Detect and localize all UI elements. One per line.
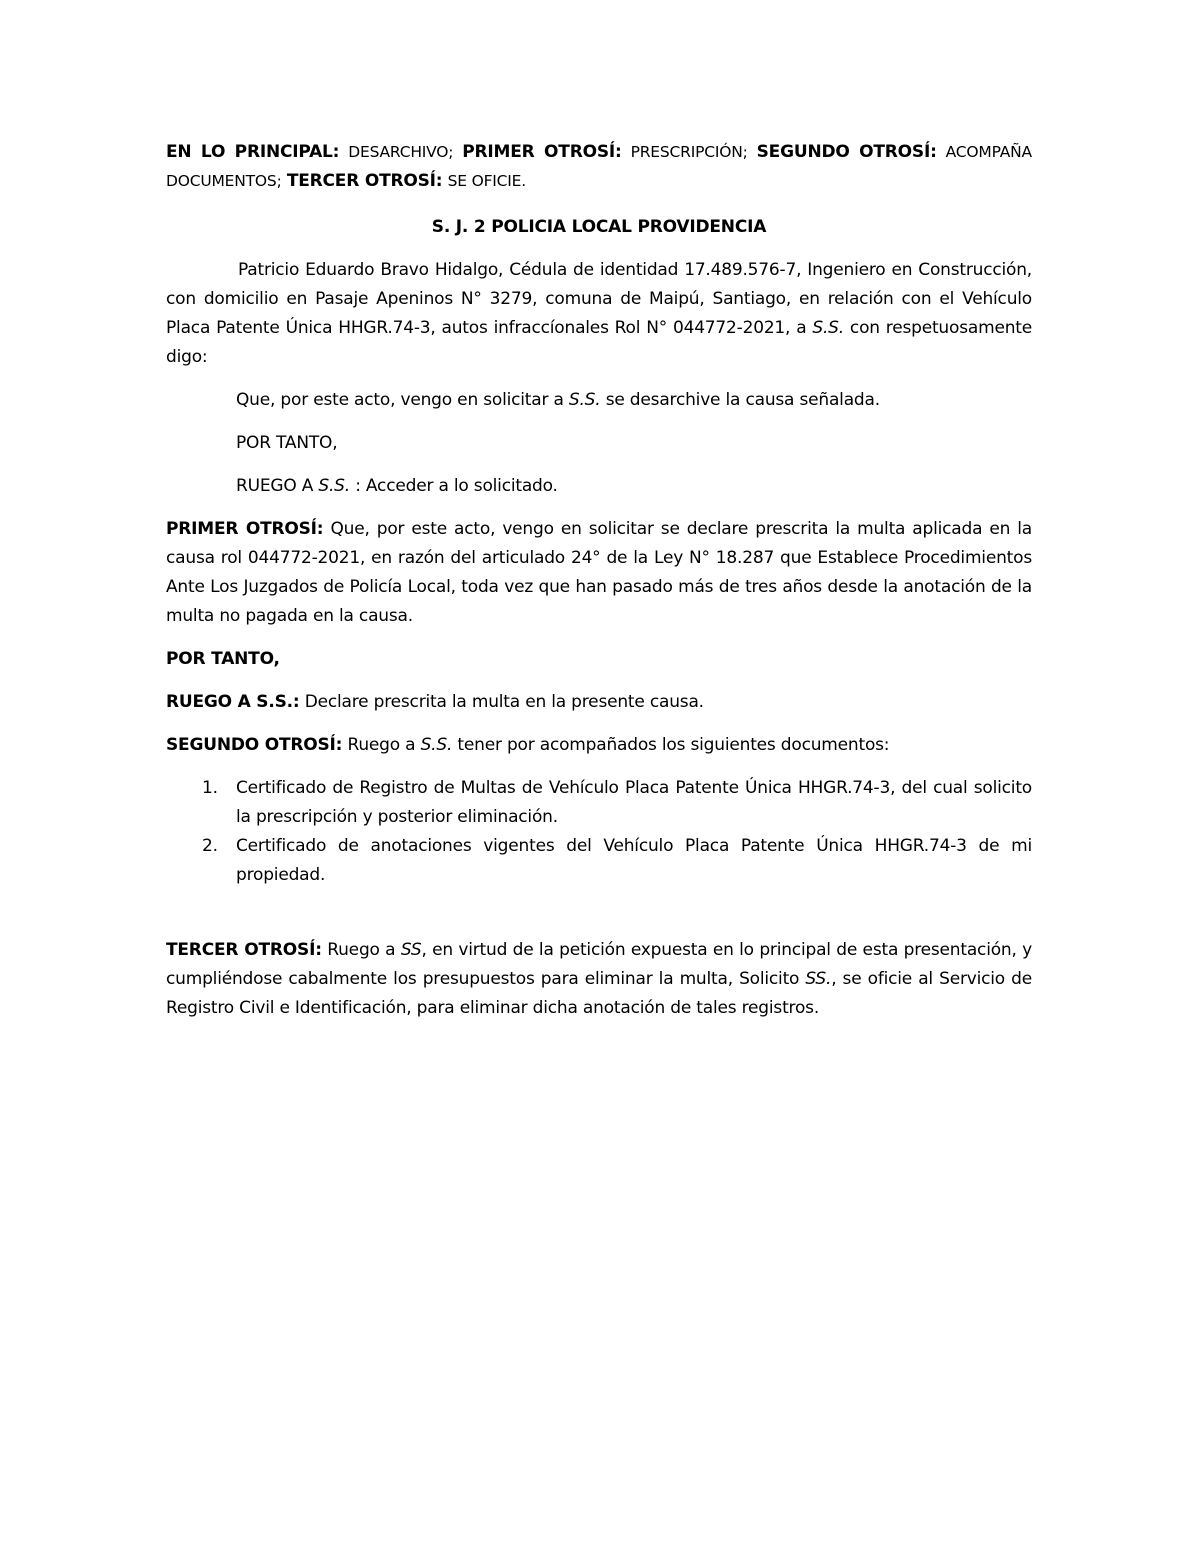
- principal-ruego-ss: S.S.: [318, 476, 350, 496]
- list-item-text: Certificado de Registro de Multas de Vehículo Placa Patente Única HHGR.74-3, del cual solicito la prescripción y posterior eliminación.: [236, 778, 1032, 827]
- segundo-otrosi-ss: S.S.: [420, 735, 453, 755]
- primer-otrosi-ruego: [166, 688, 1032, 717]
- principal-por-tanto: POR TANTO,: [236, 433, 338, 453]
- segundo-otrosi-text-a: Ruego a: [342, 735, 421, 755]
- primer-otrosi-por-tanto: POR TANTO,: [166, 649, 280, 669]
- tercer-otrosi-text-a: Ruego a: [321, 940, 401, 960]
- segundo-otrosi-summary-label: SEGUNDO OTROSÍ:: [756, 142, 937, 162]
- principal-ruego-a: RUEGO A: [236, 476, 319, 496]
- primer-otrosi-ruego-text: Declare prescrita la multa en la presente causa.: [299, 692, 704, 712]
- en-lo-principal-label: EN LO PRINCIPAL:: [166, 142, 340, 162]
- primer-otrosi-summary-label: PRIMER OTROSÍ:: [462, 142, 622, 162]
- primer-otrosi-label: PRIMER OTROSÍ:: [166, 519, 324, 539]
- intro-ss: S.S.: [812, 318, 844, 338]
- intro-text-a: Patricio Eduardo Bravo Hidalgo, Cédula de identidad 17.489.576-7, Ingeniero en Construcción, con domicilio en Pasaje Apeninos N° 3279, comuna de Maipú, Santiago, en relación con el Vehículo Placa Patente Única HHGR.74-3, autos infraccíonales Rol N° 044772-2021, a: [166, 260, 1032, 338]
- principal-request-b: se desarchive la causa señalada.: [600, 390, 880, 410]
- principal-request-a: Que, por este acto, vengo en solicitar a: [236, 390, 569, 410]
- document-page: [166, 138, 1032, 1023]
- principal-ruego: [166, 472, 1032, 501]
- list-item: [166, 832, 1032, 890]
- tercer-otrosi-summary-value: SE OFICIE.: [447, 172, 526, 190]
- tercer-otrosi-ss: SS: [400, 940, 422, 960]
- list-item-number: 1.: [202, 778, 218, 798]
- principal-ruego-b: : Acceder a lo solicitado.: [349, 476, 558, 496]
- tercer-otrosi-label: TERCER OTROSÍ:: [166, 940, 322, 960]
- segundo-otrosi-text-b: tener por acompañados los siguientes documentos:: [452, 735, 890, 755]
- segundo-otrosi-paragraph: [166, 731, 1032, 760]
- primer-otrosi-summary-value: PRESCRIPCIÓN;: [630, 143, 748, 161]
- court-heading: S. J. 2 POLICIA LOCAL PROVIDENCIA: [431, 217, 767, 237]
- list-item-text: Certificado de anotaciones vigentes del Vehículo Placa Patente Única HHGR.74-3 de mi propiedad.: [236, 836, 1032, 885]
- tercer-otrosi-ss2: SS.: [805, 969, 832, 989]
- list-item: [166, 774, 1032, 832]
- segundo-otrosi-summary-value: ACOMPAÑA DOCUMENTOS;: [166, 143, 1032, 190]
- en-lo-principal-value: DESARCHIVO;: [348, 143, 454, 161]
- tercer-otrosi-paragraph: [166, 936, 1032, 1023]
- segundo-otrosi-label: SEGUNDO OTROSÍ:: [166, 735, 343, 755]
- tercer-otrosi-text-b: , en virtud de la petición expuesta en lo principal de esta presentación, y cumpliéndose cabalmente los presupuestos para eliminar la multa, Solicito: [166, 940, 1033, 989]
- intro-paragraph: [166, 256, 1032, 372]
- tercer-otrosi-summary-label: TERCER OTROSÍ:: [286, 171, 443, 191]
- tercer-otrosi-text-c: , se oficie al Servicio de Registro Civil e Identificación, para eliminar dicha anotación de tales registros.: [166, 969, 1033, 1018]
- documents-list: [166, 774, 1032, 890]
- document-summary: [166, 138, 1032, 196]
- primer-otrosi-text: Que, por este acto, vengo en solicitar se declare prescrita la multa aplicada en la causa rol 044772-2021, en razón del articulado 24° de la Ley N° 18.287 que Establece Procedimientos Ante Los Juzgados de Policía Local, toda vez que han pasado más de tres años desde la anotación de la multa no pagada en la causa.: [166, 519, 1032, 626]
- primer-otrosi-ruego-label: RUEGO A S.S.:: [166, 692, 300, 712]
- principal-request: [166, 386, 1032, 415]
- primer-otrosi-paragraph: [166, 515, 1032, 631]
- intro-text-b: con respetuosamente digo:: [166, 318, 1033, 367]
- principal-request-ss: S.S.: [568, 390, 601, 410]
- list-item-number: 2.: [202, 836, 218, 856]
